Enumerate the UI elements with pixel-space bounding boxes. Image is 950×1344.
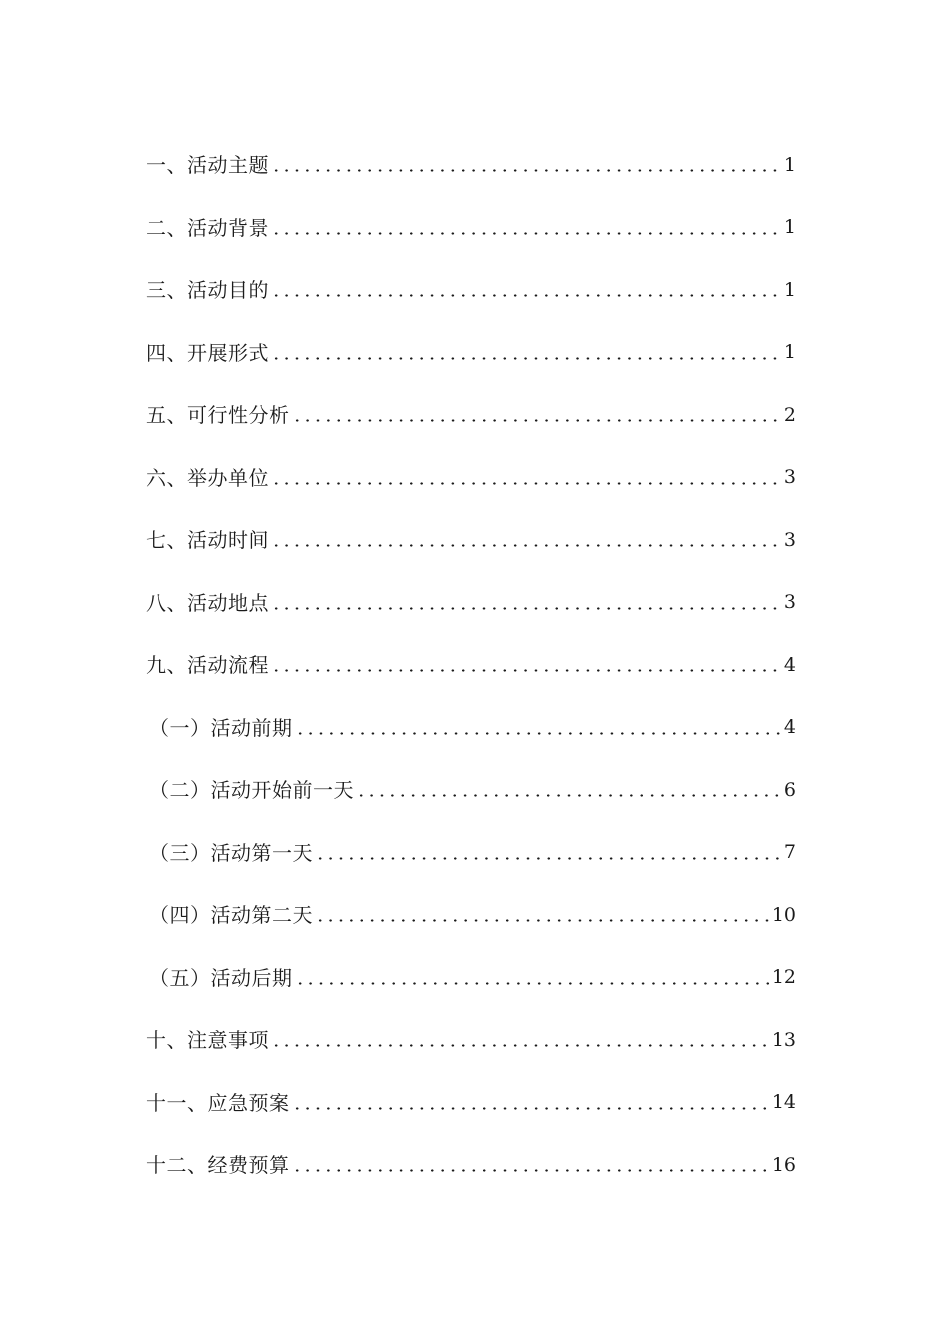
toc-entry-title: （四）活动第二天 [149, 903, 313, 928]
toc-page-number: 7 [783, 841, 796, 864]
toc-dot-leader [271, 343, 782, 363]
toc-entry[interactable] [146, 259, 796, 322]
toc-dot-leader [271, 468, 782, 488]
toc-dot-leader [315, 905, 770, 925]
toc-page-number: 6 [783, 778, 796, 801]
toc-entry[interactable] [146, 572, 796, 635]
toc-page-number: 1 [783, 216, 796, 239]
toc-page-number: 13 [771, 1028, 796, 1051]
toc-subentry[interactable] [146, 759, 796, 822]
toc-entry-title: 七、活动时间 [146, 528, 269, 553]
toc-entry-title: 六、举办单位 [146, 465, 269, 490]
toc-entry-title: 二、活动背景 [146, 215, 269, 240]
toc-entry[interactable] [146, 447, 796, 510]
table-of-contents [146, 134, 796, 1197]
toc-entry[interactable] [146, 322, 796, 385]
toc-entry[interactable] [146, 1009, 796, 1072]
toc-entry-title: （一）活动前期 [149, 715, 293, 740]
toc-entry-title: 四、开展形式 [146, 340, 269, 365]
toc-entry-title: 八、活动地点 [146, 590, 269, 615]
toc-page-number: 4 [783, 716, 796, 739]
toc-dot-leader [271, 1030, 770, 1050]
toc-entry[interactable] [146, 509, 796, 572]
toc-dot-leader [295, 968, 770, 988]
toc-dot-leader [292, 1155, 770, 1175]
toc-subentry[interactable] [146, 822, 796, 885]
toc-dot-leader [315, 843, 782, 863]
toc-page-number: 2 [783, 403, 796, 426]
toc-dot-leader [271, 155, 782, 175]
toc-subentry[interactable] [146, 697, 796, 760]
toc-dot-leader [271, 530, 782, 550]
toc-dot-leader [271, 655, 782, 675]
toc-entry-title: （三）活动第一天 [149, 840, 313, 865]
toc-page-number: 3 [783, 466, 796, 489]
toc-entry-title: （二）活动开始前一天 [149, 778, 354, 803]
toc-dot-leader [295, 718, 782, 738]
toc-entry-title: 三、活动目的 [146, 278, 269, 303]
toc-entry[interactable] [146, 384, 796, 447]
toc-page-number: 12 [771, 966, 796, 989]
toc-page-number: 1 [783, 153, 796, 176]
toc-page-number: 3 [783, 591, 796, 614]
toc-page-number: 10 [771, 903, 796, 926]
toc-entry-title: 十一、应急预案 [146, 1090, 290, 1115]
toc-subentry[interactable] [146, 947, 796, 1010]
toc-dot-leader [292, 1093, 770, 1113]
toc-entry[interactable] [146, 634, 796, 697]
toc-entry-title: 一、活动主题 [146, 153, 269, 178]
toc-page-number: 1 [783, 278, 796, 301]
toc-page-number: 16 [771, 1153, 796, 1176]
toc-page-number: 4 [783, 653, 796, 676]
toc-entry-title: 十、注意事项 [146, 1028, 269, 1053]
toc-dot-leader [356, 780, 782, 800]
toc-subentry[interactable] [146, 884, 796, 947]
toc-page-number: 14 [771, 1091, 796, 1114]
toc-entry-title: 九、活动流程 [146, 653, 269, 678]
toc-dot-leader [271, 280, 782, 300]
toc-entry[interactable] [146, 1072, 796, 1135]
toc-dot-leader [292, 405, 782, 425]
toc-dot-leader [271, 593, 782, 613]
toc-dot-leader [271, 218, 782, 238]
toc-entry[interactable] [146, 197, 796, 260]
toc-entry[interactable] [146, 1134, 796, 1197]
toc-entry-title: 五、可行性分析 [146, 403, 290, 428]
toc-page-number: 1 [783, 341, 796, 364]
toc-entry[interactable] [146, 134, 796, 197]
toc-entry-title: 十二、经费预算 [146, 1153, 290, 1178]
toc-entry-title: （五）活动后期 [149, 965, 293, 990]
toc-page-number: 3 [783, 528, 796, 551]
